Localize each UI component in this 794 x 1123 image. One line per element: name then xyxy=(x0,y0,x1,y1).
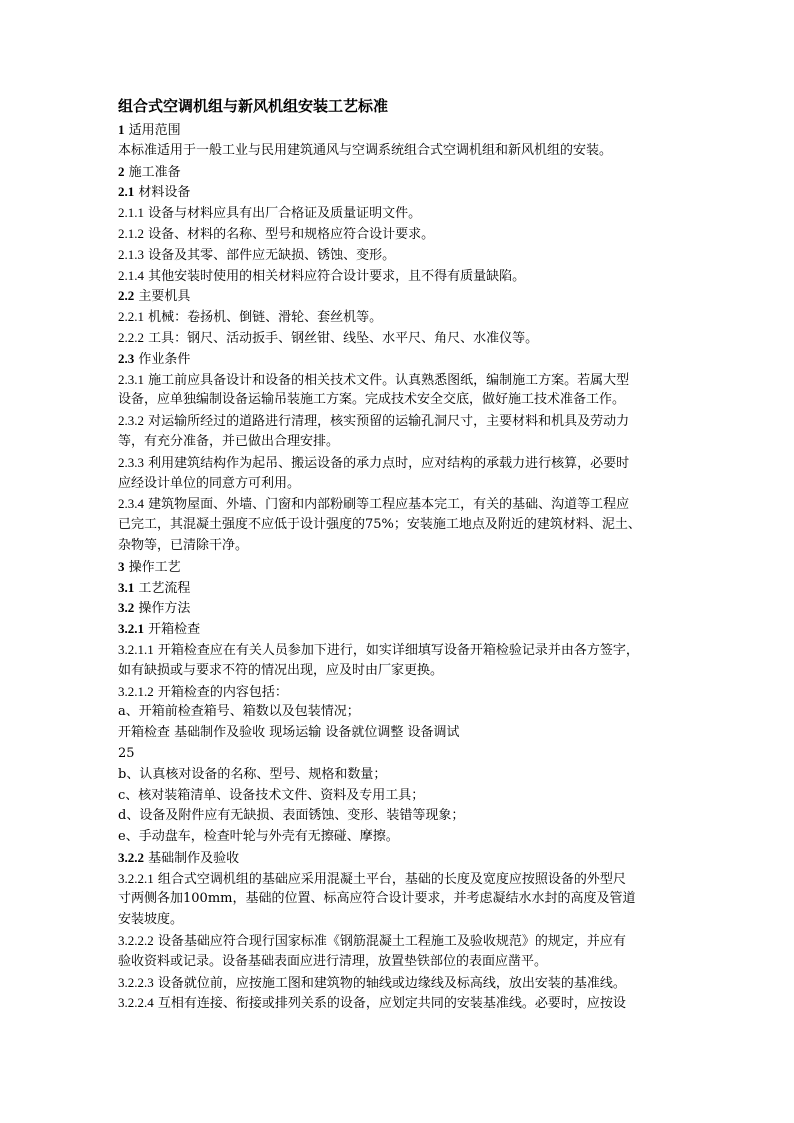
line-text: 工具：钢尺、活动扳手、钢丝钳、线坠、水平尺、角尺、水准仪等。 xyxy=(144,330,539,346)
section-number: 2.1.1 xyxy=(118,205,144,221)
text-line xyxy=(118,474,678,495)
text-line xyxy=(118,390,678,411)
text-line xyxy=(118,328,678,349)
line-text: 验收资料或记录。设备基础表面应进行清理，放置垫铁部位的表面应凿平。 xyxy=(118,953,548,969)
line-text: 对运输所经过的道路进行清理，核实预留的运输孔洞尺寸，主要材料和机具及劳动力 xyxy=(144,414,630,430)
text-line xyxy=(118,411,678,432)
line-text: b、认真核对设备的名称、型号、规格和数量； xyxy=(118,766,387,782)
text-line xyxy=(118,848,678,869)
section-number: 2.3.4 xyxy=(118,496,144,512)
line-text: 开箱检查 基础制作及验收 现场运输 设备就位调整 设备调试 xyxy=(118,725,460,741)
line-text: 材料设备 xyxy=(134,185,191,201)
text-line xyxy=(118,453,678,474)
line-text: 安装坡度。 xyxy=(118,912,184,928)
text-line xyxy=(118,203,678,224)
line-text: 操作方法 xyxy=(134,601,191,617)
section-number: 1 xyxy=(118,122,125,137)
text-line xyxy=(118,182,678,203)
section-number: 2.3 xyxy=(118,350,135,366)
line-text: 设备、材料的名称、型号和规格应符合设计要求。 xyxy=(144,226,435,242)
line-text: 设备就位前，应按施工图和建筑物的轴线或边缘线及标高线，放出安装的基准线。 xyxy=(153,975,626,991)
line-text: 建筑物屋面、外墙、门窗和内部粉刷等工程应基本完工，有关的基础、沟道等工程应 xyxy=(144,497,630,513)
line-text: 已完工，其混凝土强度不应低于设计强度的75%；安装施工地点及附近的建筑材料、泥土、 xyxy=(118,517,641,533)
section-number: 3.2.1.2 xyxy=(118,683,154,699)
text-line xyxy=(118,141,678,162)
text-line xyxy=(118,889,678,910)
text-line xyxy=(118,619,678,640)
line-text: 机械：卷扬机、倒链、滑轮、套丝机等。 xyxy=(144,310,383,326)
section-number: 3 xyxy=(118,558,125,574)
text-line xyxy=(118,786,678,807)
section-number: 2.2.1 xyxy=(118,309,144,325)
line-text: 操作工艺 xyxy=(124,559,181,575)
text-line xyxy=(118,224,678,245)
section-number: 3.1 xyxy=(118,579,135,595)
section-number: 2.3.1 xyxy=(118,371,144,387)
section-number: 3.2.2.4 xyxy=(118,995,154,1011)
section-number: 2.1.2 xyxy=(118,225,144,241)
line-text: 应经设计单位的同意方可利用。 xyxy=(118,475,301,491)
text-line xyxy=(118,494,678,515)
text-line xyxy=(118,661,678,682)
line-text: 寸两侧各加100mm，基础的位置、标高应符合设计要求，并考虑凝结水水封的高度及管道 xyxy=(118,891,636,907)
line-text: 开箱检查的内容包括： xyxy=(153,684,288,700)
section-number: 3.2.2 xyxy=(118,849,144,865)
text-line xyxy=(118,120,678,141)
text-line xyxy=(118,806,678,827)
line-text: 杂物等，已清除干净。 xyxy=(118,537,249,553)
section-number: 2 xyxy=(118,163,125,179)
text-line xyxy=(118,307,678,328)
text-line xyxy=(118,162,678,183)
section-number: 2.1.4 xyxy=(118,267,144,283)
line-text: 利用建筑结构作为起吊、搬运设备的承力点时，应对结构的承载力进行核算，必要时 xyxy=(144,455,630,471)
text-line xyxy=(118,557,678,578)
text-line xyxy=(118,993,678,1014)
document-page xyxy=(118,93,678,1014)
section-number: 2.3.3 xyxy=(118,454,144,470)
section-number: 2.3.2 xyxy=(118,413,144,429)
line-text: c、核对装箱清单、设备技术文件、资料及专用工具； xyxy=(118,787,425,803)
document-title: 组合式空调机组与新风机组安装工艺标准 xyxy=(118,97,389,115)
line-text: 其他安装时使用的相关材料应符合设计要求，且不得有质量缺陷。 xyxy=(144,268,526,284)
section-number: 2.2 xyxy=(118,288,135,304)
line-text: 设备与材料应具有出厂合格证及质量证明文件。 xyxy=(144,206,422,222)
text-line xyxy=(118,536,678,557)
text-line xyxy=(118,910,678,931)
line-text: e、手动盘车，检查叶轮与外壳有无擦碰、摩擦。 xyxy=(118,829,399,845)
line-text: 适用范围 xyxy=(124,123,181,138)
section-number: 3.2 xyxy=(118,600,135,616)
section-number: 3.2.1 xyxy=(118,621,144,637)
section-number: 2.2.2 xyxy=(118,329,144,345)
line-text: 作业条件 xyxy=(134,351,191,367)
line-text: 设备，应单独编制设备运输吊装施工方案。完成技术安全交底，做好施工技术准备工作。 xyxy=(118,392,626,408)
line-text: 组合式空调机组的基础应采用混凝土平台，基础的长度及宽度应按照设备的外型尺 xyxy=(153,871,626,887)
line-text: 工艺流程 xyxy=(134,580,191,596)
line-text: 开箱检查应在有关人员参加下进行，如实详细填写设备开箱检验记录并由各方签字， xyxy=(153,642,639,658)
line-text: 互相有连接、衔接或排列关系的设备，应划定共同的安装基准线。必要时，应按设 xyxy=(153,996,626,1012)
line-text: 主要机具 xyxy=(134,289,191,305)
section-number: 3.2.2.3 xyxy=(118,974,154,990)
text-line xyxy=(118,515,678,536)
line-text: 开箱检查 xyxy=(144,622,201,638)
line-text: 等，有充分准备，并已做出合理安排。 xyxy=(118,433,340,449)
section-number: 3.2.1.1 xyxy=(118,641,154,657)
text-line xyxy=(118,598,678,619)
text-line xyxy=(118,723,678,744)
line-text: d、设备及附件应有无缺损、表面锈蚀、变形、装错等现象； xyxy=(118,808,465,824)
text-line xyxy=(118,827,678,848)
section-number: 3.2.2.2 xyxy=(118,933,154,949)
text-line xyxy=(118,266,678,287)
text-line xyxy=(118,931,678,952)
text-line xyxy=(118,286,678,307)
text-line xyxy=(118,702,678,723)
section-number: 3.2.2.1 xyxy=(118,870,154,886)
line-text: 基础制作及验收 xyxy=(144,850,240,866)
line-text: 设备及其零、部件应无缺损、锈蚀、变形。 xyxy=(144,247,396,263)
text-line xyxy=(118,973,678,994)
section-number: 2.1.3 xyxy=(118,246,144,262)
section-number: 2.1 xyxy=(118,184,135,200)
line-text: 设备基础应符合现行国家标准《钢筋混凝土工程施工及验收规范》的规定，并应有 xyxy=(153,934,626,950)
text-line xyxy=(118,370,678,391)
line-text: 施工准备 xyxy=(124,164,181,180)
line-text: 如有缺损或与要求不符的情况出现，应及时由厂家更换。 xyxy=(118,662,444,678)
text-line xyxy=(118,952,678,973)
line-text: 施工前应具备设计和设备的相关技术文件。认真熟悉图纸，编制施工方案。若属大型 xyxy=(144,372,630,388)
text-line xyxy=(118,349,678,370)
text-line xyxy=(118,682,678,703)
line-text: 25 xyxy=(118,745,135,761)
document-body xyxy=(118,120,678,1014)
line-text: 本标准适用于一般工业与民用建筑通风与空调系统组合式空调机组和新风机组的安装。 xyxy=(118,142,613,158)
text-line xyxy=(118,744,678,765)
text-line xyxy=(118,869,678,890)
text-line xyxy=(118,578,678,599)
text-line xyxy=(118,245,678,266)
text-line xyxy=(118,432,678,453)
text-line xyxy=(118,640,678,661)
text-line xyxy=(118,765,678,786)
line-text: a、开箱前检查箱号、箱数以及包装情况； xyxy=(118,704,360,720)
